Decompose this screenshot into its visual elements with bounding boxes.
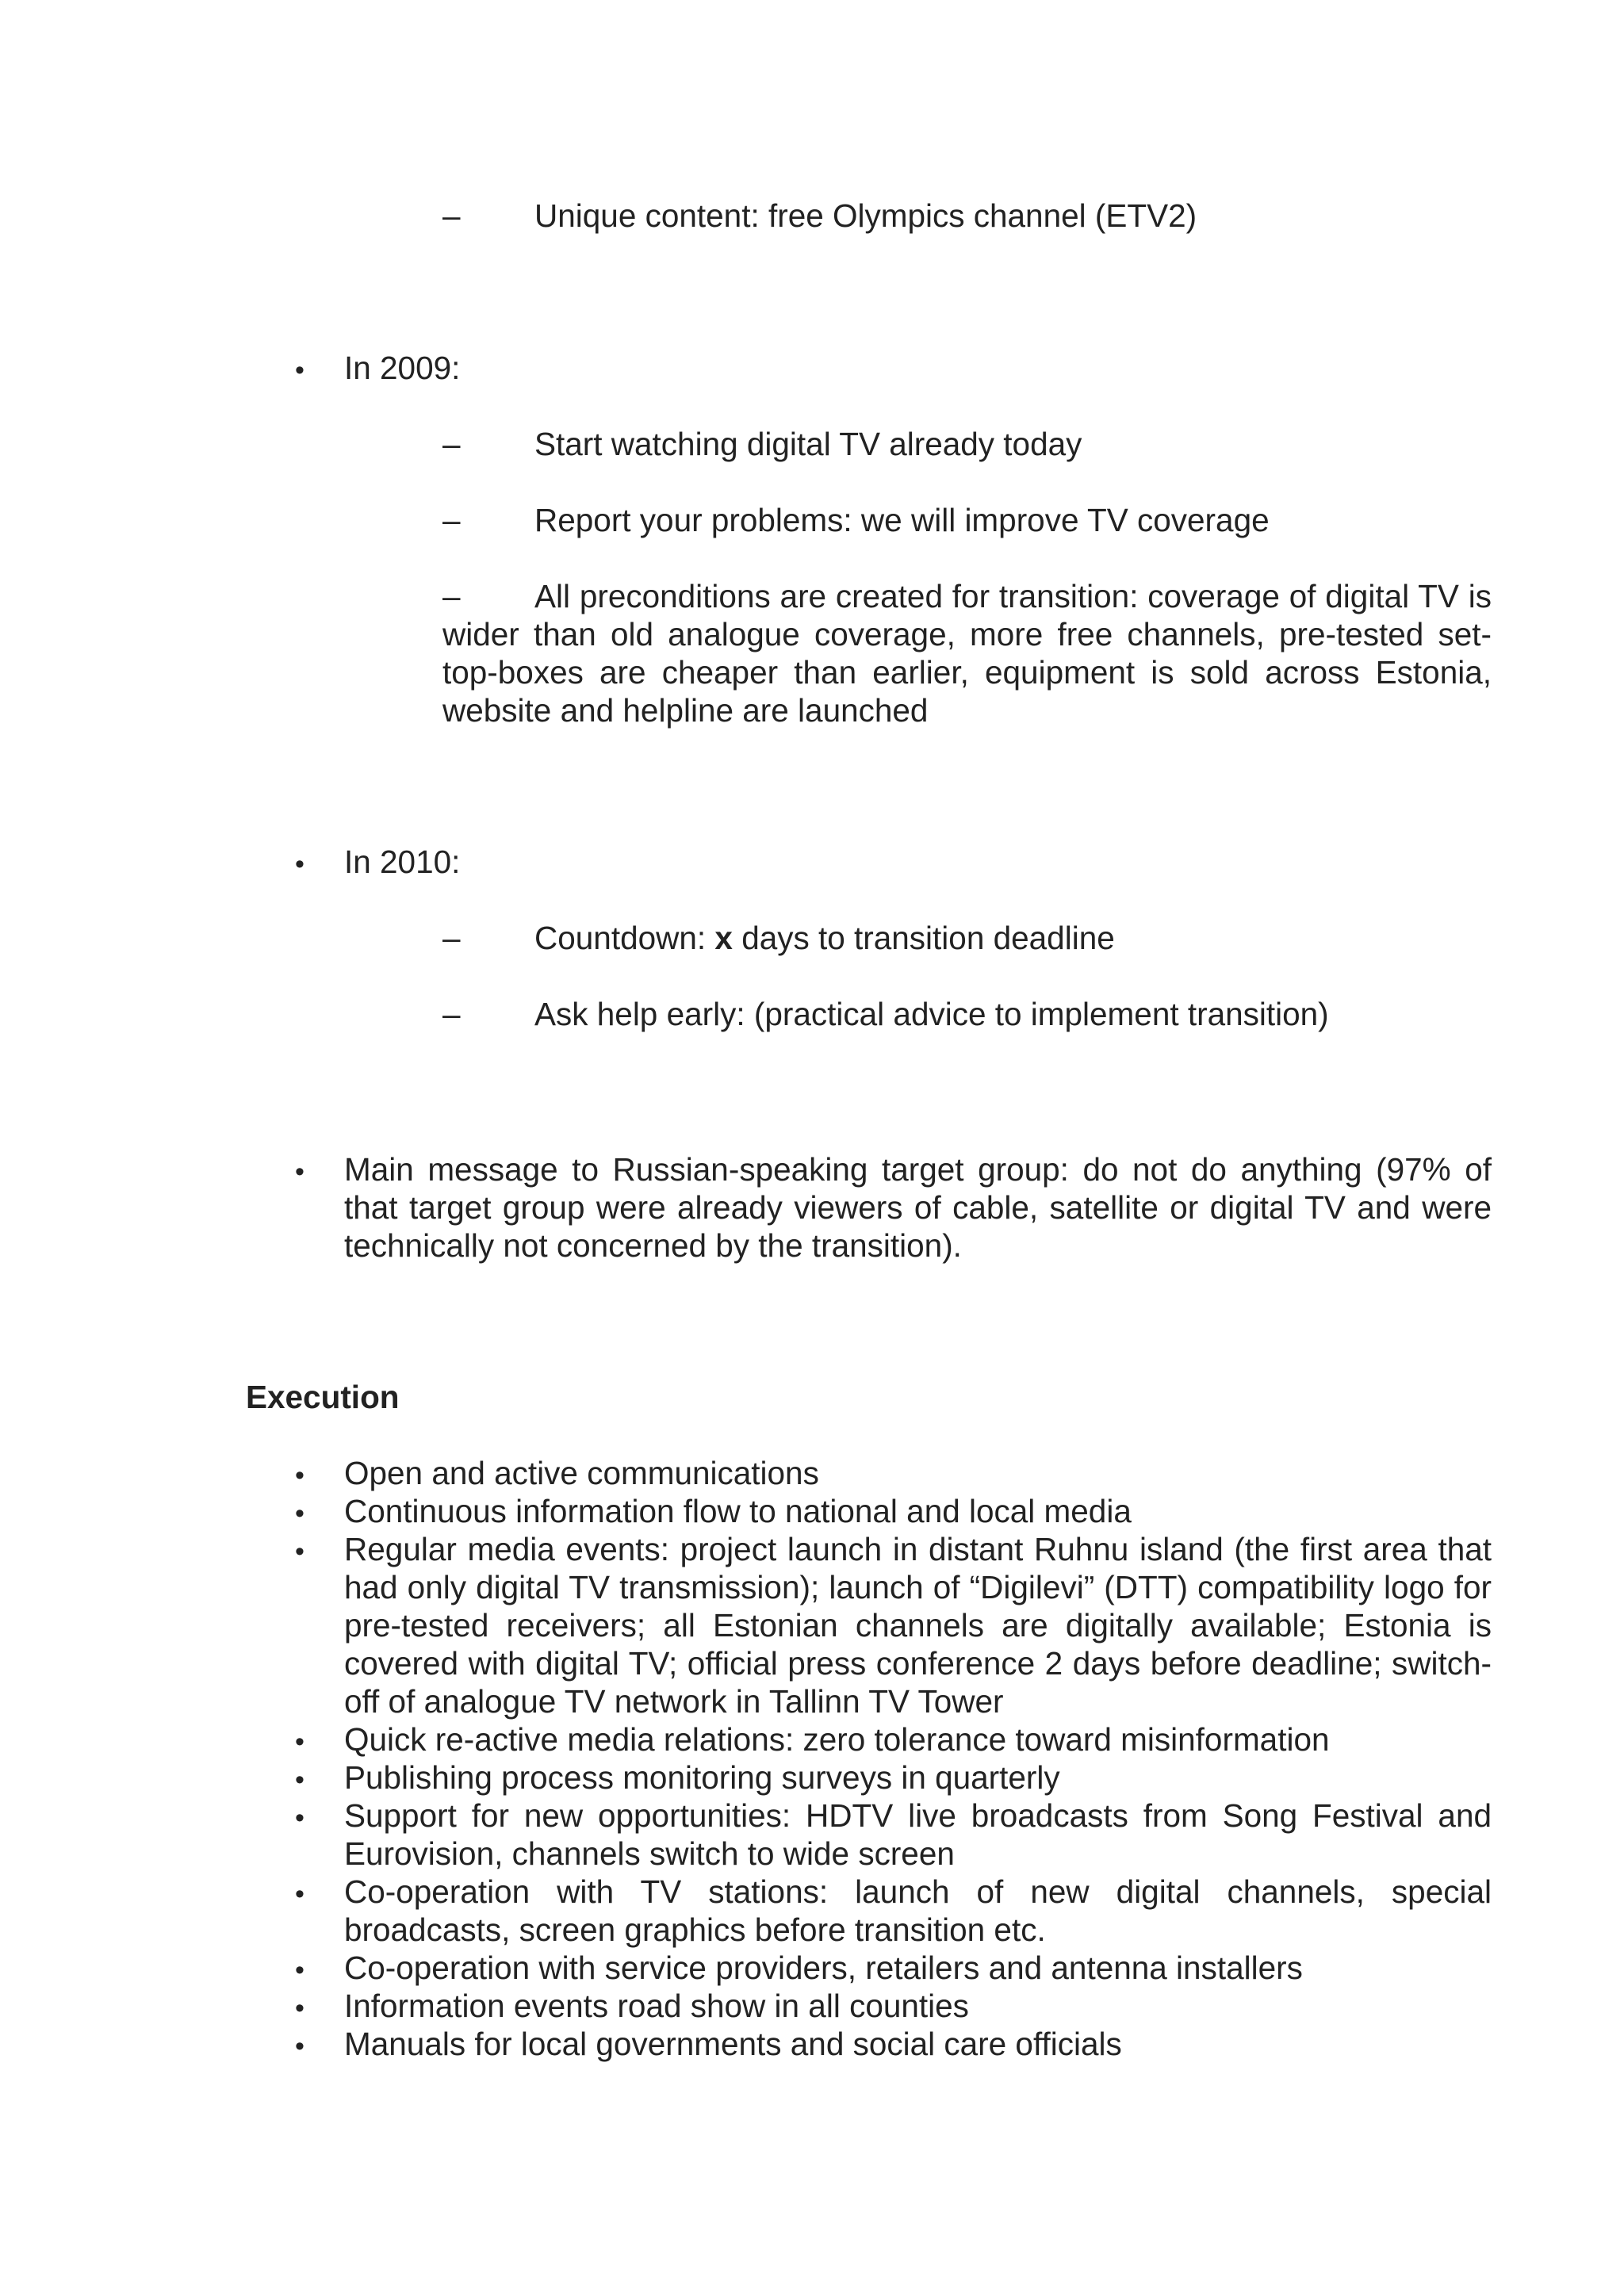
bullet-marker: •	[295, 1157, 304, 1187]
bullet-marker: •	[295, 849, 304, 879]
dash-marker: –	[442, 197, 461, 234]
dash-marker: –	[442, 578, 461, 614]
bullet-marker: •	[295, 1727, 304, 1757]
dash-marker: –	[442, 996, 461, 1032]
section-label-2009: In 2009:	[344, 350, 461, 386]
list-item: Regular media events: project launch in distant Ruhnu island (the first area that had only digital TV transmission); launch of “Digilevi” (DTT) compatibility logo for pre-tested receivers; all Estonian channels are digitally available; Estonia is covered with digital TV; official press conference 2 days before deadline; switch-off of analogue TV network in Tallinn TV Tower	[344, 1531, 1492, 1720]
bullet-marker: •	[295, 1879, 304, 1909]
list-item-preconditions	[442, 577, 1492, 729]
preconditions-text: All preconditions are created for transition: coverage of digital TV is wider than old analogue coverage, more free channels, pre-tested set-top-boxes are cheaper than earlier, equipment is sold across Estonia, website and helpline are launched	[442, 578, 1492, 729]
list-item: Continuous information flow to national and local media	[344, 1493, 1132, 1529]
bullet-marker: •	[295, 1460, 304, 1490]
countdown-suffix: days to transition deadline	[732, 920, 1115, 956]
bullet-marker: •	[295, 1955, 304, 1985]
list-item: Co-operation with service providers, retailers and antenna installers	[344, 1950, 1303, 1986]
countdown-variable: x	[714, 920, 733, 956]
bullet-marker: •	[295, 2031, 304, 2061]
bullet-marker: •	[295, 355, 304, 385]
dash-marker: –	[442, 920, 461, 956]
list-item: Co-operation with TV stations: launch of new digital channels, special broadcasts, screen graphics before transition etc.	[344, 1873, 1492, 1948]
russian-message-text: Main message to Russian-speaking target group: do not do anything (97% of that target group were already viewers of cable, satellite or digital TV and were technically not concerned by the transition).	[344, 1151, 1492, 1264]
section-heading-execution: Execution	[246, 1379, 400, 1415]
list-item: Open and active communications	[344, 1455, 819, 1491]
dash-marker: –	[442, 502, 461, 538]
list-item: Quick re-active media relations: zero tolerance toward misinformation	[344, 1721, 1330, 1758]
bullet-marker: •	[295, 1803, 304, 1833]
list-item-report-problems: Report your problems: we will improve TV coverage	[534, 502, 1270, 538]
list-item: Publishing process monitoring surveys in quarterly	[344, 1759, 1060, 1796]
list-item-start-watching: Start watching digital TV already today	[534, 426, 1082, 462]
list-item-countdown	[534, 919, 1115, 957]
bullet-marker: •	[295, 1498, 304, 1529]
list-item-ask-help: Ask help early: (practical advice to implement transition)	[534, 996, 1329, 1032]
bullet-marker: •	[295, 1993, 304, 2023]
list-item: Information events road show in all counties	[344, 1988, 969, 2024]
section-label-2010: In 2010:	[344, 844, 461, 880]
bullet-marker: •	[295, 1536, 304, 1567]
countdown-prefix: Countdown:	[534, 920, 715, 956]
list-item-olympics: Unique content: free Olympics channel (ETV2)	[534, 197, 1197, 234]
bullet-marker: •	[295, 1765, 304, 1795]
list-item: Support for new opportunities: HDTV live broadcasts from Song Festival and Eurovision, channels switch to wide screen	[344, 1797, 1492, 1872]
list-item: Manuals for local governments and social care officials	[344, 2026, 1122, 2062]
dash-marker: –	[442, 426, 461, 462]
